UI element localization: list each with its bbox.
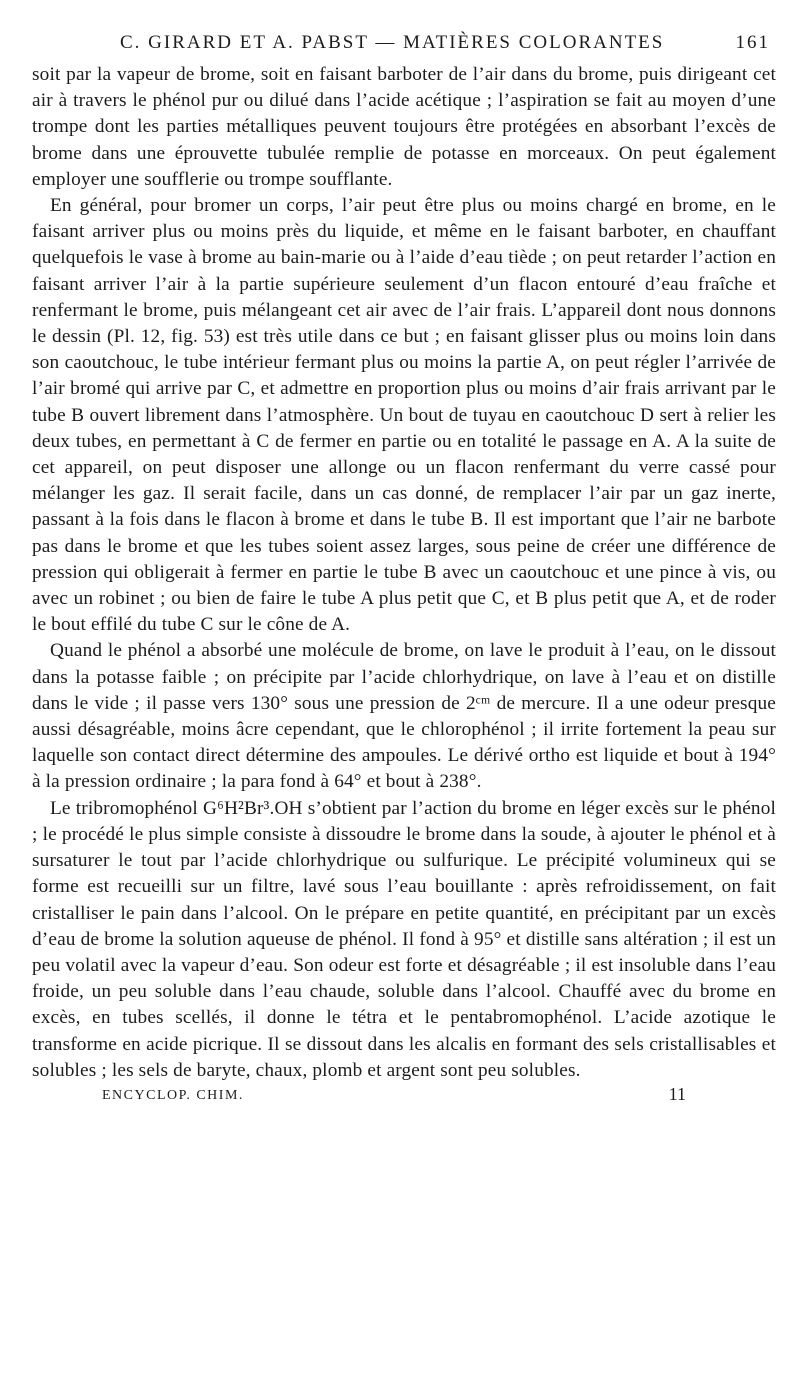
running-title: C. GIRARD ET A. PABST — MATIÈRES COLORANTES xyxy=(120,32,665,53)
signature-mark: ENCYCLOP. CHIM. xyxy=(102,1087,244,1103)
gathering-number: 11 xyxy=(668,1083,686,1104)
page-number: 161 xyxy=(735,32,770,53)
paragraph-monobromophenol: Quand le phénol a absorbé une molécule de brome, on lave le produit à l’eau, on le dissout dans la potasse faible ; on précipite par l’acide chlorhydrique, on lave à l’eau et on distille dans le vide ; il passe vers 130° sous une pression de 2ᶜᵐ de mercure. Il a une odeur presque aussi désagréable, moins âcre cependant, que le chlorophénol ; il irrite fortement la peau sur laquelle son contact direct détermine des ampoules. Le dérivé ortho est liquide et bout à 194° à la pression ordinaire ; la para fond à 64° et bout à 238°. xyxy=(32,640,776,793)
paragraph-bromination-general: En général, pour bromer un corps, l’air peut être plus ou moins chargé en brome, en le faisant arriver plus ou moins près du liquide, et même en le faisant barboter, en chauffant quelquefois le vase à brome au bain-marie ou à l’aide d’eau tiède ; on peut retarder l’action en faisant arriver l’air à la partie supérieure seulement d’un flacon entouré d’eau fraîche et renfermant le brome, puis mélangeant cet air avec de l’air frais. L’appareil dont nous donnons le dessin (Pl. 12, fig. 53) est très utile dans ce but ; en faisant glisser plus ou moins loin dans son caoutchouc, le tube intérieur fermant plus ou moins la partie A, on peut régler l’arrivée de l’air bromé qui arrive par C, et admettre en proportion plus ou moins d’air frais arrivant par le tube B ouvert librement dans l’atmosphère. Un bout de tuyau en caoutchouc D sert à relier les deux tubes, en permettant à C de fermer en partie ou en totalité le passage en A. A la suite de cet appareil, on peut disposer une allonge ou un flacon renfermant du verre cassé pour mélanger les gaz. Il serait facile, dans un cas donné, de remplacer l’air par un gaz inerte, passant à la fois dans le flacon à brome et dans le tube B. Il est important que l’air ne barbote pas dans le brome et que les tubes soient assez larges, sous peine de créer une différence de pression qui obligerait à fermer en partie le tube B avec un caoutchouc et une pince à vis, ou avec un robinet ; ou bien de faire le tube A plus petit que C, et B plus petit que A, et de roder le bout effilé du tube C sur le cône de A. xyxy=(32,195,776,636)
paragraph-tribromophenol: Le tribromophénol G⁶H²Br³.OH s’obtient par l’action du brome en léger excès sur le phénol ; le procédé le plus simple consiste à dissoudre le brome dans la soude, à ajouter le phénol et à sursaturer le tout par l’acide chlorhydrique ou sulfurique. Le précipité volumineux qui se forme est recueilli sur un filtre, lavé sous l’eau bouillante : après refroidissement, on fait cristalliser le pain dans l’alcool. On le prépare en petite quantité, en précipitant par un excès d’eau de brome la solution aqueuse de phénol. Il fond à 95° et distille sans altération ; il est un peu volatil avec la vapeur d’eau. Son odeur est forte et désagréable ; il est insoluble dans l’eau froide, un peu soluble dans l’eau chaude, soluble dans l’alcool. Chauffé avec du brome en excès, en tubes scellés, il donne le tétra et le pentabromophénol. L’acide azotique le transforme en acide picrique. Il se dissout dans les alcalis en formant des sels cristallisables et solubles ; les sels de baryte, chaux, plomb et argent sont peu solubles. xyxy=(32,797,776,1081)
page-header xyxy=(32,22,776,62)
paragraph-bromination-apparatus-continued: soit par la vapeur de brome, soit en faisant barboter de l’air dans du brome, puis dirigeant cet air à travers le phénol pur ou dilué dans l’acide acétique ; l’aspiration se fait au moyen d’une trompe dont les parties métalliques peuvent toujours être protégées en absorbant l’excès de brome dans une éprouvette tubulée remplie de potasse en morceaux. On peut également employer une soufflerie ou trompe soufflante. xyxy=(32,64,776,190)
page-footer xyxy=(32,1083,776,1118)
body-text xyxy=(32,62,776,1084)
